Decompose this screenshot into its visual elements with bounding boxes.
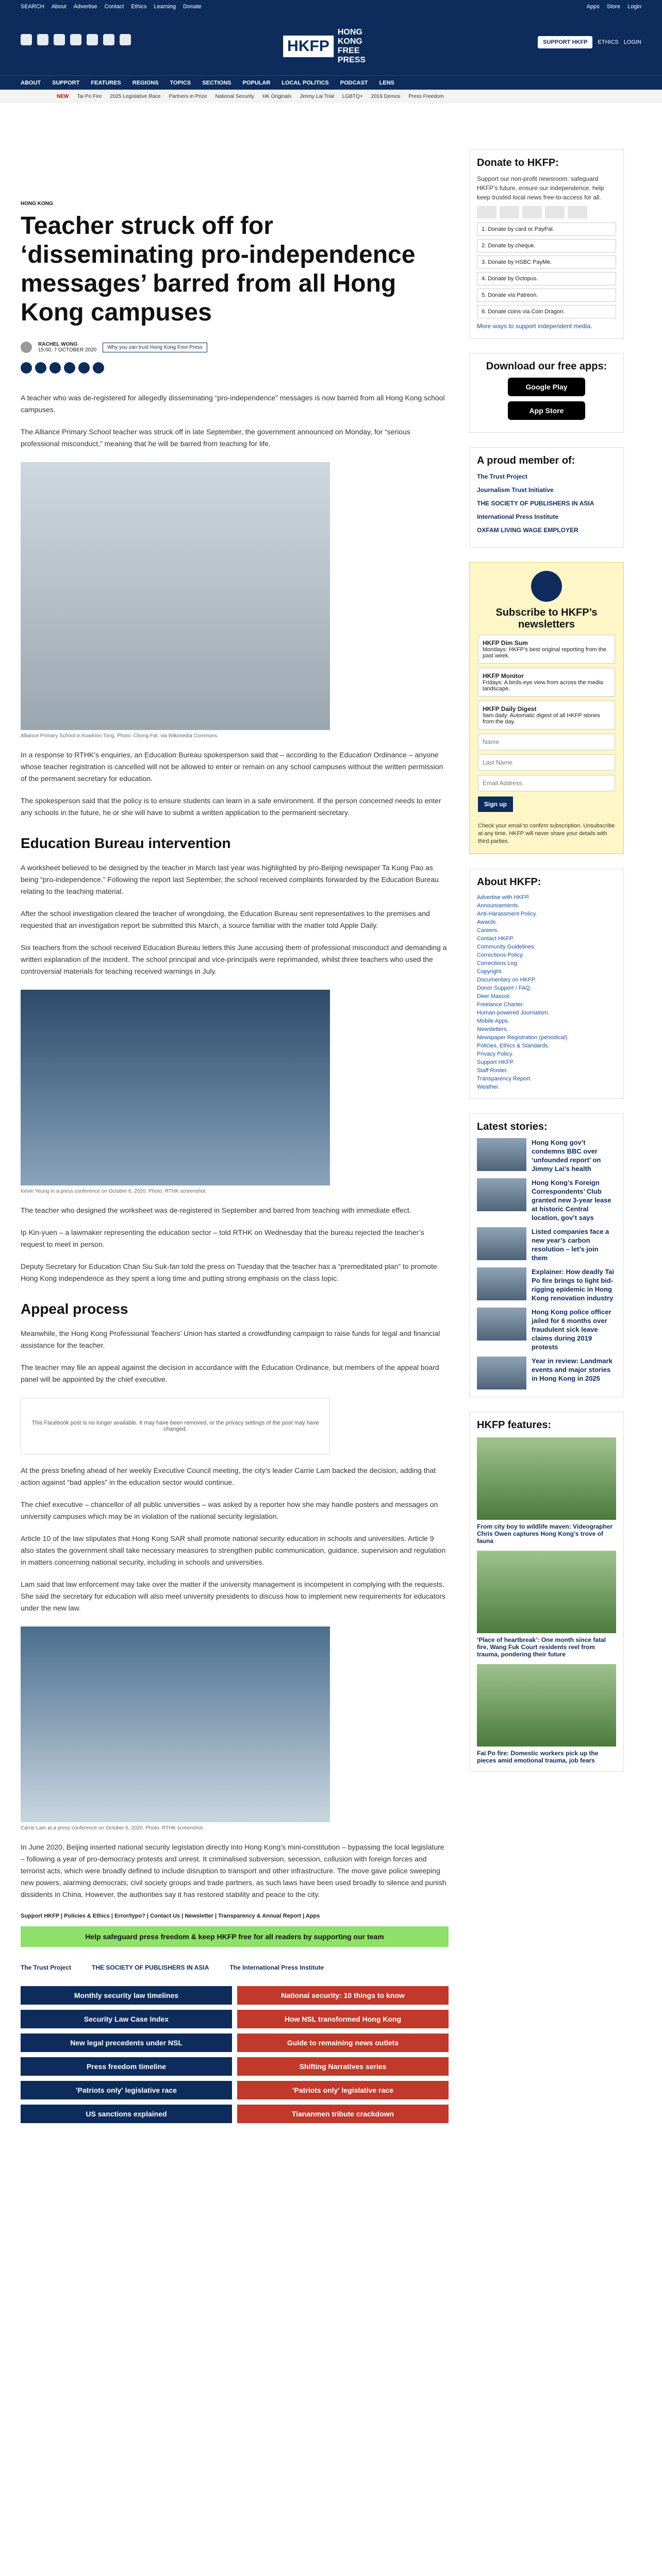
story-thumbnail[interactable] [477, 1138, 526, 1171]
topic-button[interactable]: New legal precedents under NSL [21, 2033, 232, 2052]
youtube-icon[interactable] [70, 34, 81, 45]
topic-button[interactable]: Monthly security law timelines [21, 1986, 232, 2005]
about-link[interactable]: Newspaper Registration (periodical). [477, 1035, 569, 1041]
members-box [469, 447, 624, 548]
about-title: About HKFP: [477, 876, 541, 888]
caption: Carrie Lam at a press conference on October 6, 2020. Photo: RTHK screenshot. [21, 1825, 204, 1831]
about-link[interactable]: Contact HKFP. [477, 936, 514, 942]
member-logo[interactable]: The Trust Project [477, 473, 528, 480]
donate-option[interactable]: 6. Donate coins via Coin Dragon. [477, 305, 616, 318]
caption: Alliance Primary School in Kowloon Tong. Photo: Chong Fat, via Wikimedia Commons. [21, 733, 219, 739]
nav-item[interactable]: PODCAST [340, 79, 368, 86]
about-link[interactable]: Mobile Apps. [477, 1018, 509, 1024]
figure-school [21, 462, 449, 739]
share-twitter-icon[interactable] [35, 362, 46, 374]
member-logo[interactable]: Journalism Trust Initiative [477, 486, 554, 494]
story-title[interactable]: Hong Kong police officer jailed for 6 months over fraudulent sick leave claims during 2019 protests [532, 1308, 611, 1351]
new-badge: NEW [57, 93, 69, 99]
facebook-icon[interactable] [21, 34, 32, 45]
topic-button[interactable]: How NSL transformed Hong Kong [237, 2010, 449, 2028]
article-date: 15:00, 7 OCTOBER 2020 [38, 347, 97, 353]
subnav-item[interactable]: Tai Po Fire [77, 93, 102, 99]
story-title[interactable]: Listed companies face a new year’s carbon resolution – let’s join them [532, 1228, 609, 1262]
sub-nav [0, 90, 662, 103]
topbar-link[interactable]: Apps [586, 4, 600, 10]
applepay-icon [568, 206, 587, 218]
feature-item[interactable] [477, 1551, 616, 1658]
about-link[interactable]: Careers. [477, 927, 499, 934]
google-play-button[interactable]: Google Play [508, 378, 585, 396]
nav-item[interactable]: LENS [379, 79, 394, 86]
facebook-embed: This Facebook post is no longer available. It may have been removed, or the privacy settings of the post may have changed. [21, 1398, 330, 1454]
donate-box [469, 149, 624, 338]
paragraph: Deputy Secretary for Education Chan Siu Suk-fan told the press on Tuesday that the teacher has a “premeditated plan” to promote Hong Kong independence as they spent a long time and putting strong emphasis on the class topic. [21, 1262, 437, 1282]
partner-logo[interactable]: The Trust Project [21, 1964, 72, 1971]
trust-link[interactable]: Why you can trust Hong Kong Free Press [103, 343, 207, 352]
newsletter-option[interactable] [478, 668, 615, 697]
subnav-item[interactable]: LGBTQ+ [342, 93, 363, 99]
latest-story[interactable] [477, 1267, 616, 1302]
section-heading: Education Bureau intervention [21, 835, 231, 851]
subnav-item[interactable]: National Security [215, 93, 255, 99]
latest-story[interactable] [477, 1178, 616, 1222]
paragraph: In a response to RTHK’s enquiries, an Education Bureau spokesperson said that – according to the Education Ordinance – anyone whose teacher registration is cancelled will not be allowed to enter or remain on any school campuses without the written permission of the permanent secretary for education. [21, 751, 443, 783]
share-telegram-icon[interactable] [64, 362, 75, 374]
newsletter-name: HKFP Daily Digest [483, 705, 537, 713]
email-input[interactable] [478, 775, 615, 791]
features-title: HKFP features: [477, 1419, 552, 1431]
newsletter-desc: Mondays: HKFP’s best original reporting from the past week. [483, 647, 607, 659]
paragraph: At the press briefing ahead of her weekly Executive Council meeting, the city’s leader Carrie Lam backed the decision, adding that action against “bad apples” in the education sector would continue. [21, 1466, 436, 1486]
feature-item[interactable] [477, 1437, 616, 1545]
share-more-icon[interactable] [93, 362, 104, 374]
nav-item[interactable]: TOPICS [170, 79, 191, 86]
story-title[interactable]: Year in review: Landmark events and major stories in Hong Kong in 2025 [532, 1357, 613, 1382]
about-link[interactable]: Deer Mascot. [477, 993, 511, 999]
login-link[interactable]: LOGIN [623, 39, 641, 45]
topic-button[interactable]: 'Patriots only' legislative race [237, 2081, 449, 2099]
about-link[interactable]: Staff Roster. [477, 1067, 508, 1074]
school-photo [21, 462, 330, 730]
topbar-link[interactable]: Contact [104, 4, 124, 10]
story-thumbnail[interactable] [477, 1357, 526, 1389]
topbar-link[interactable]: About [51, 4, 67, 10]
latest-box [469, 1113, 624, 1397]
site-header [0, 13, 662, 75]
topic-button[interactable]: Shifting Narratives series [237, 2057, 449, 2076]
paragraph: The teacher who designed the worksheet was de-registered in September and barred from teaching with immediate effect. [21, 1206, 411, 1214]
nav-item[interactable]: SECTIONS [202, 79, 231, 86]
telegram-icon[interactable] [103, 34, 114, 45]
story-thumbnail[interactable] [477, 1267, 526, 1300]
feature-image[interactable] [477, 1664, 616, 1747]
site-logo[interactable] [283, 28, 379, 65]
latest-story[interactable] [477, 1308, 616, 1351]
member-logo[interactable]: THE SOCIETY OF PUBLISHERS IN ASIA [477, 500, 594, 507]
newsletter-option[interactable] [478, 701, 615, 730]
about-link[interactable]: Corrections Policy. [477, 952, 524, 958]
article-title: Teacher struck off for ‘disseminating pro-independence messages’ barred from all Hong Kong campuses [21, 212, 416, 326]
feature-title[interactable]: Fai Po fire: Domestic workers pick up the pieces amid emotional trauma, job fears [477, 1750, 599, 1764]
lastname-input[interactable] [478, 754, 615, 771]
member-logo[interactable]: International Press Institute [477, 513, 559, 520]
support-button[interactable]: SUPPORT HKFP [538, 36, 592, 48]
topic-button[interactable]: 'Patriots only' legislative race [21, 2081, 232, 2099]
story-title[interactable]: Hong Kong’s Foreign Correspondents’ Club granted new 3-year lease at historic Central location, gov’t says [532, 1179, 611, 1222]
article [21, 103, 449, 2123]
about-link[interactable]: Newsletters. [477, 1026, 508, 1032]
topbar-link[interactable]: Advertise [73, 4, 97, 10]
feature-title[interactable]: ‘Place of heartbreak’: One month since fatal fire, Wang Fuk Court residents reel from trauma, pondering their future [477, 1636, 606, 1658]
nav-item[interactable]: REGIONS [132, 79, 159, 86]
feature-title[interactable]: From city boy to wildlife maven: Videographer Chris Owen captures Hong Kong’s trove of fauna [477, 1523, 613, 1545]
about-link[interactable]: Policies, Ethics & Standards. [477, 1043, 550, 1049]
paypal-icon [522, 206, 542, 218]
nav-item[interactable]: FEATURES [91, 79, 121, 86]
apps-box [469, 353, 624, 433]
topic-button[interactable]: US sanctions explained [21, 2105, 232, 2123]
paragraph: The spokesperson said that the policy is to ensure students can learn in a safe environment. If the person concerned needs to enter any schools in the future, he or she will have to submit a written application to the permanent secretary. [21, 796, 441, 817]
partner-logo[interactable]: THE SOCIETY OF PUBLISHERS IN ASIA [92, 1964, 209, 1971]
donate-option[interactable]: 4. Donate by Octopus. [477, 272, 616, 285]
about-box [469, 869, 624, 1099]
share-whatsapp-icon[interactable] [49, 362, 61, 374]
share-buttons [21, 362, 449, 374]
subnav-item[interactable]: HK Originals [262, 93, 292, 99]
newsletter-title: Subscribe to HKFP’s newsletters [495, 607, 598, 630]
newsletter-box [469, 562, 624, 854]
paragraph: Ip Kin-yuen – a lawmaker representing the education sector – told RTHK on Wednesday that the bureau rejected the teacher’s request to meet in person. [21, 1228, 424, 1248]
about-link[interactable]: Human-powered Journalism. [477, 1010, 550, 1016]
payment-icons [477, 206, 616, 218]
share-facebook-icon[interactable] [21, 362, 32, 374]
partner-logo[interactable]: The International Press Institute [229, 1964, 324, 1971]
donate-more-link[interactable]: More ways to support independent media. [477, 323, 592, 330]
section-heading: Appeal process [21, 1301, 128, 1317]
hkfp-badge [531, 571, 562, 602]
top-bar [0, 0, 662, 13]
social-icons [21, 34, 131, 45]
share-email-icon[interactable] [78, 362, 90, 374]
topbar-link[interactable]: Donate [183, 4, 202, 10]
carrie-lam-photo [21, 1626, 330, 1822]
name-input[interactable] [478, 734, 615, 750]
instagram-icon[interactable] [54, 34, 65, 45]
donate-title: Donate to HKFP: [477, 157, 559, 168]
story-thumbnail[interactable] [477, 1227, 526, 1260]
about-link[interactable]: Advertise with HKFP. [477, 894, 530, 901]
newsletter-option[interactable] [478, 635, 615, 664]
paragraph: Article 10 of the law stipulates that Hong Kong SAR shall promote national security education in schools and universities. Article 9 also states the government shall take necessary measures to strengthen public communication, guidance, supervision and regulation in matters concerning national security, including in schools and universities. [21, 1534, 446, 1566]
feature-image[interactable] [477, 1437, 616, 1520]
twitter-icon[interactable] [37, 34, 48, 45]
about-link[interactable]: Copyright. [477, 969, 503, 975]
donate-option[interactable]: 2. Donate by cheque. [477, 239, 616, 252]
paragraph: A worksheet believed to be designed by the teacher in March last year was highlighted by pro-Beijing newspaper Ta Kung Pao as being “pro-independence.” Following the report last September, the school received complaints forwarded by the Education Bureau relating to the teaching material. [21, 863, 439, 895]
story-title[interactable]: Hong Kong gov’t condemns BBC over ‘unfounded report’ on Jimmy Lai’s health [532, 1139, 601, 1173]
latest-story[interactable] [477, 1227, 616, 1262]
topbar-link[interactable]: Learning [154, 4, 176, 10]
main-nav [0, 75, 662, 90]
about-link[interactable]: Community Guidelines. [477, 944, 536, 950]
paragraph: The chief executive – chancellor of all public universities – was asked by a reporter how she may handle posters and messages on university campuses which may be in violation of the national security legislation. [21, 1500, 438, 1520]
donate-text: Support our non-profit newsroom: safeguard HKFP’s future, ensure our independence, help keep trusted local news free-to-access for all. [477, 175, 604, 201]
subnav-item[interactable]: Press Freedom [408, 93, 444, 99]
story-title[interactable]: Explainer: How deadly Tai Po fire brings to light bid-rigging epidemic in Hong Kong renovation industry [532, 1268, 615, 1302]
subnav-item[interactable]: Partners in Prize [169, 93, 207, 99]
topic-button[interactable]: Security Law Case Index [21, 2010, 232, 2028]
author-avatar [21, 342, 32, 353]
amex-icon [545, 206, 565, 218]
members-title: A proud member of: [477, 455, 575, 466]
subnav-item[interactable]: 2025 Legislative Race [110, 93, 161, 99]
story-thumbnail[interactable] [477, 1308, 526, 1341]
logo-text: HONG KONG FREE PRESS [337, 28, 366, 64]
about-link[interactable]: Corrections Log. [477, 960, 519, 967]
author-name[interactable]: RACHEL WONG [38, 342, 78, 347]
subnav-item[interactable]: Jimmy Lai Trial [300, 93, 334, 99]
caption: Kevin Yeung in a press conference on October 6, 2020. Photo: RTHK screenshot. [21, 1189, 207, 1194]
newsletter-note: Check your email to confirm subscription. Unsubscribe at any time. HKFP will never share your details with third parties. [478, 823, 615, 844]
sidebar [469, 103, 624, 2123]
latest-title: Latest stories: [477, 1121, 548, 1132]
topbar-link[interactable]: Store [606, 4, 621, 10]
nav-item[interactable]: POPULAR [242, 79, 271, 86]
newsletter-desc: Fridays: A birds-eye view from across the media landscape. [483, 680, 603, 692]
feature-item[interactable] [477, 1664, 616, 1764]
figure-yeung [21, 990, 449, 1194]
paragraph: Lam said that law enforcement may take over the matter if the university management is incompetent in complying with the requests. She said the secretary for education will also meet university presidents to discuss how to implement new requirements for educators under the new law. [21, 1580, 446, 1612]
donate-option[interactable]: 3. Donate by HSBC PayMe. [477, 256, 616, 269]
ethics-link[interactable]: ETHICS [598, 39, 619, 45]
paragraph: After the school investigation cleared the teacher of wrongdoing, the Education Bureau sent representatives to the premises and requested that an investigation report be submitted this March, a source familiar with the matter told Apple Daily. [21, 909, 430, 929]
member-logo[interactable]: OXFAM LIVING WAGE EMPLOYER [477, 527, 578, 534]
topbar-link[interactable]: Ethics [131, 4, 147, 10]
app-store-button[interactable]: App Store [508, 401, 585, 420]
newsletter-name: HKFP Monitor [483, 672, 524, 680]
nav-item[interactable]: LOCAL POLITICS [282, 79, 329, 86]
support-banner[interactable]: Help safeguard press freedom & keep HKFP free for all readers by supporting our team [21, 1926, 449, 1947]
topic-button[interactable]: Press freedom timeline [21, 2057, 232, 2076]
topbar-link[interactable]: SEARCH [21, 4, 44, 10]
latest-story[interactable] [477, 1357, 616, 1389]
features-box [469, 1412, 624, 1772]
topic-button[interactable]: Tiananmen tribute crackdown [237, 2105, 449, 2123]
about-link[interactable]: Awards. [477, 919, 498, 925]
about-link[interactable]: Weather. [477, 1084, 500, 1090]
latest-story[interactable] [477, 1138, 616, 1173]
paragraph: Six teachers from the school received Education Bureau letters this June accusing them of professional misconduct and demanding a written explanation of the incident. The school principal and vice-principals were reprimanded, whilst three teachers who used the controversial materials for teaching received warnings in July. [21, 943, 447, 975]
about-link[interactable]: Privacy Policy. [477, 1051, 514, 1057]
about-link[interactable]: Anti-Harassment Policy. [477, 911, 537, 917]
story-thumbnail[interactable] [477, 1178, 526, 1211]
article-category[interactable]: HONG KONG [21, 201, 53, 207]
apps-title: Download our free apps: [486, 361, 607, 372]
press-conference-photo [21, 990, 330, 1185]
partner-logos [21, 1957, 449, 1978]
topic-button[interactable]: National security: 10 things to know [237, 1986, 449, 2005]
about-link[interactable]: Freelance Charter. [477, 1002, 524, 1008]
nav-item[interactable]: ABOUT [21, 79, 41, 86]
topic-buttons [21, 1986, 449, 2123]
donate-option[interactable]: 5. Donate via Patreon. [477, 289, 616, 302]
byline [21, 342, 449, 353]
paragraph: The teacher may file an appeal against the decision in accordance with the Education Ordinance, but members of the appeal board panel will be appointed by the chief executive. [21, 1363, 439, 1383]
paragraph: A teacher who was de-registered for allegedly disseminating “pro-independence” messages is now barred from all Hong Kong school campuses. [21, 394, 445, 414]
feature-image[interactable] [477, 1551, 616, 1633]
paragraph: Meanwhile, the Hong Kong Professional Teachers’ Union has started a crowdfunding campaign to raise funds for legal and financial assistance for the teacher. [21, 1329, 440, 1349]
signup-button[interactable]: Sign up [478, 796, 513, 812]
newsletter-desc: 9am daily: Automatic digest of all HKFP stories from the day. [483, 713, 600, 725]
about-link[interactable]: Announcements. [477, 903, 520, 909]
about-link[interactable]: Documentary on HKFP. [477, 977, 536, 983]
figure-lam [21, 1626, 449, 1831]
visa-icon [500, 206, 519, 218]
email-icon[interactable] [120, 34, 131, 45]
mastercard-icon [477, 206, 496, 218]
about-link[interactable]: Support HKFP. [477, 1059, 515, 1065]
support-links[interactable]: Support HKFP | Policies & Ethics | Error/typo? | Contact Us | Newsletter | Transparency & Annual Report | Apps [21, 1913, 320, 1919]
topic-button[interactable]: Guide to remaining news outlets [237, 2033, 449, 2052]
nav-item[interactable]: SUPPORT [52, 79, 80, 86]
newsletter-name: HKFP Dim Sum [483, 639, 528, 647]
donate-option[interactable]: 1. Donate by card or PayPal. [477, 223, 616, 236]
logo-box: HKFP [283, 36, 334, 57]
linkedin-icon[interactable] [87, 34, 98, 45]
paragraph: The Alliance Primary School teacher was struck off in late September, the government announced on Monday, for “serious professional misconduct,” meaning that he will be barred from teaching for life. [21, 428, 410, 448]
topbar-link[interactable]: Login [627, 4, 641, 10]
about-link[interactable]: Transparency Report. [477, 1076, 532, 1082]
paragraph: In June 2020, Beijing inserted national security legislation directly into Hong Kong’s mini-constitution – bypassing the local legislature – following a year of pro-democracy protests and unrest. It criminalised subversion, secession, collusion with foreign forces and terrorist acts, which were broadly defined to include disruption to transport and other infrastructure. The move gave police sweeping new powers, alarming democrats, civil society groups and trade partners, as such laws have been used broadly to silence and punish dissidents in China. However, the authorities say it has restored stability and peace to the city. [21, 1843, 446, 1899]
subnav-item[interactable]: 2019 Demos [371, 93, 401, 99]
about-link[interactable]: Donor Support / FAQ. [477, 985, 532, 991]
